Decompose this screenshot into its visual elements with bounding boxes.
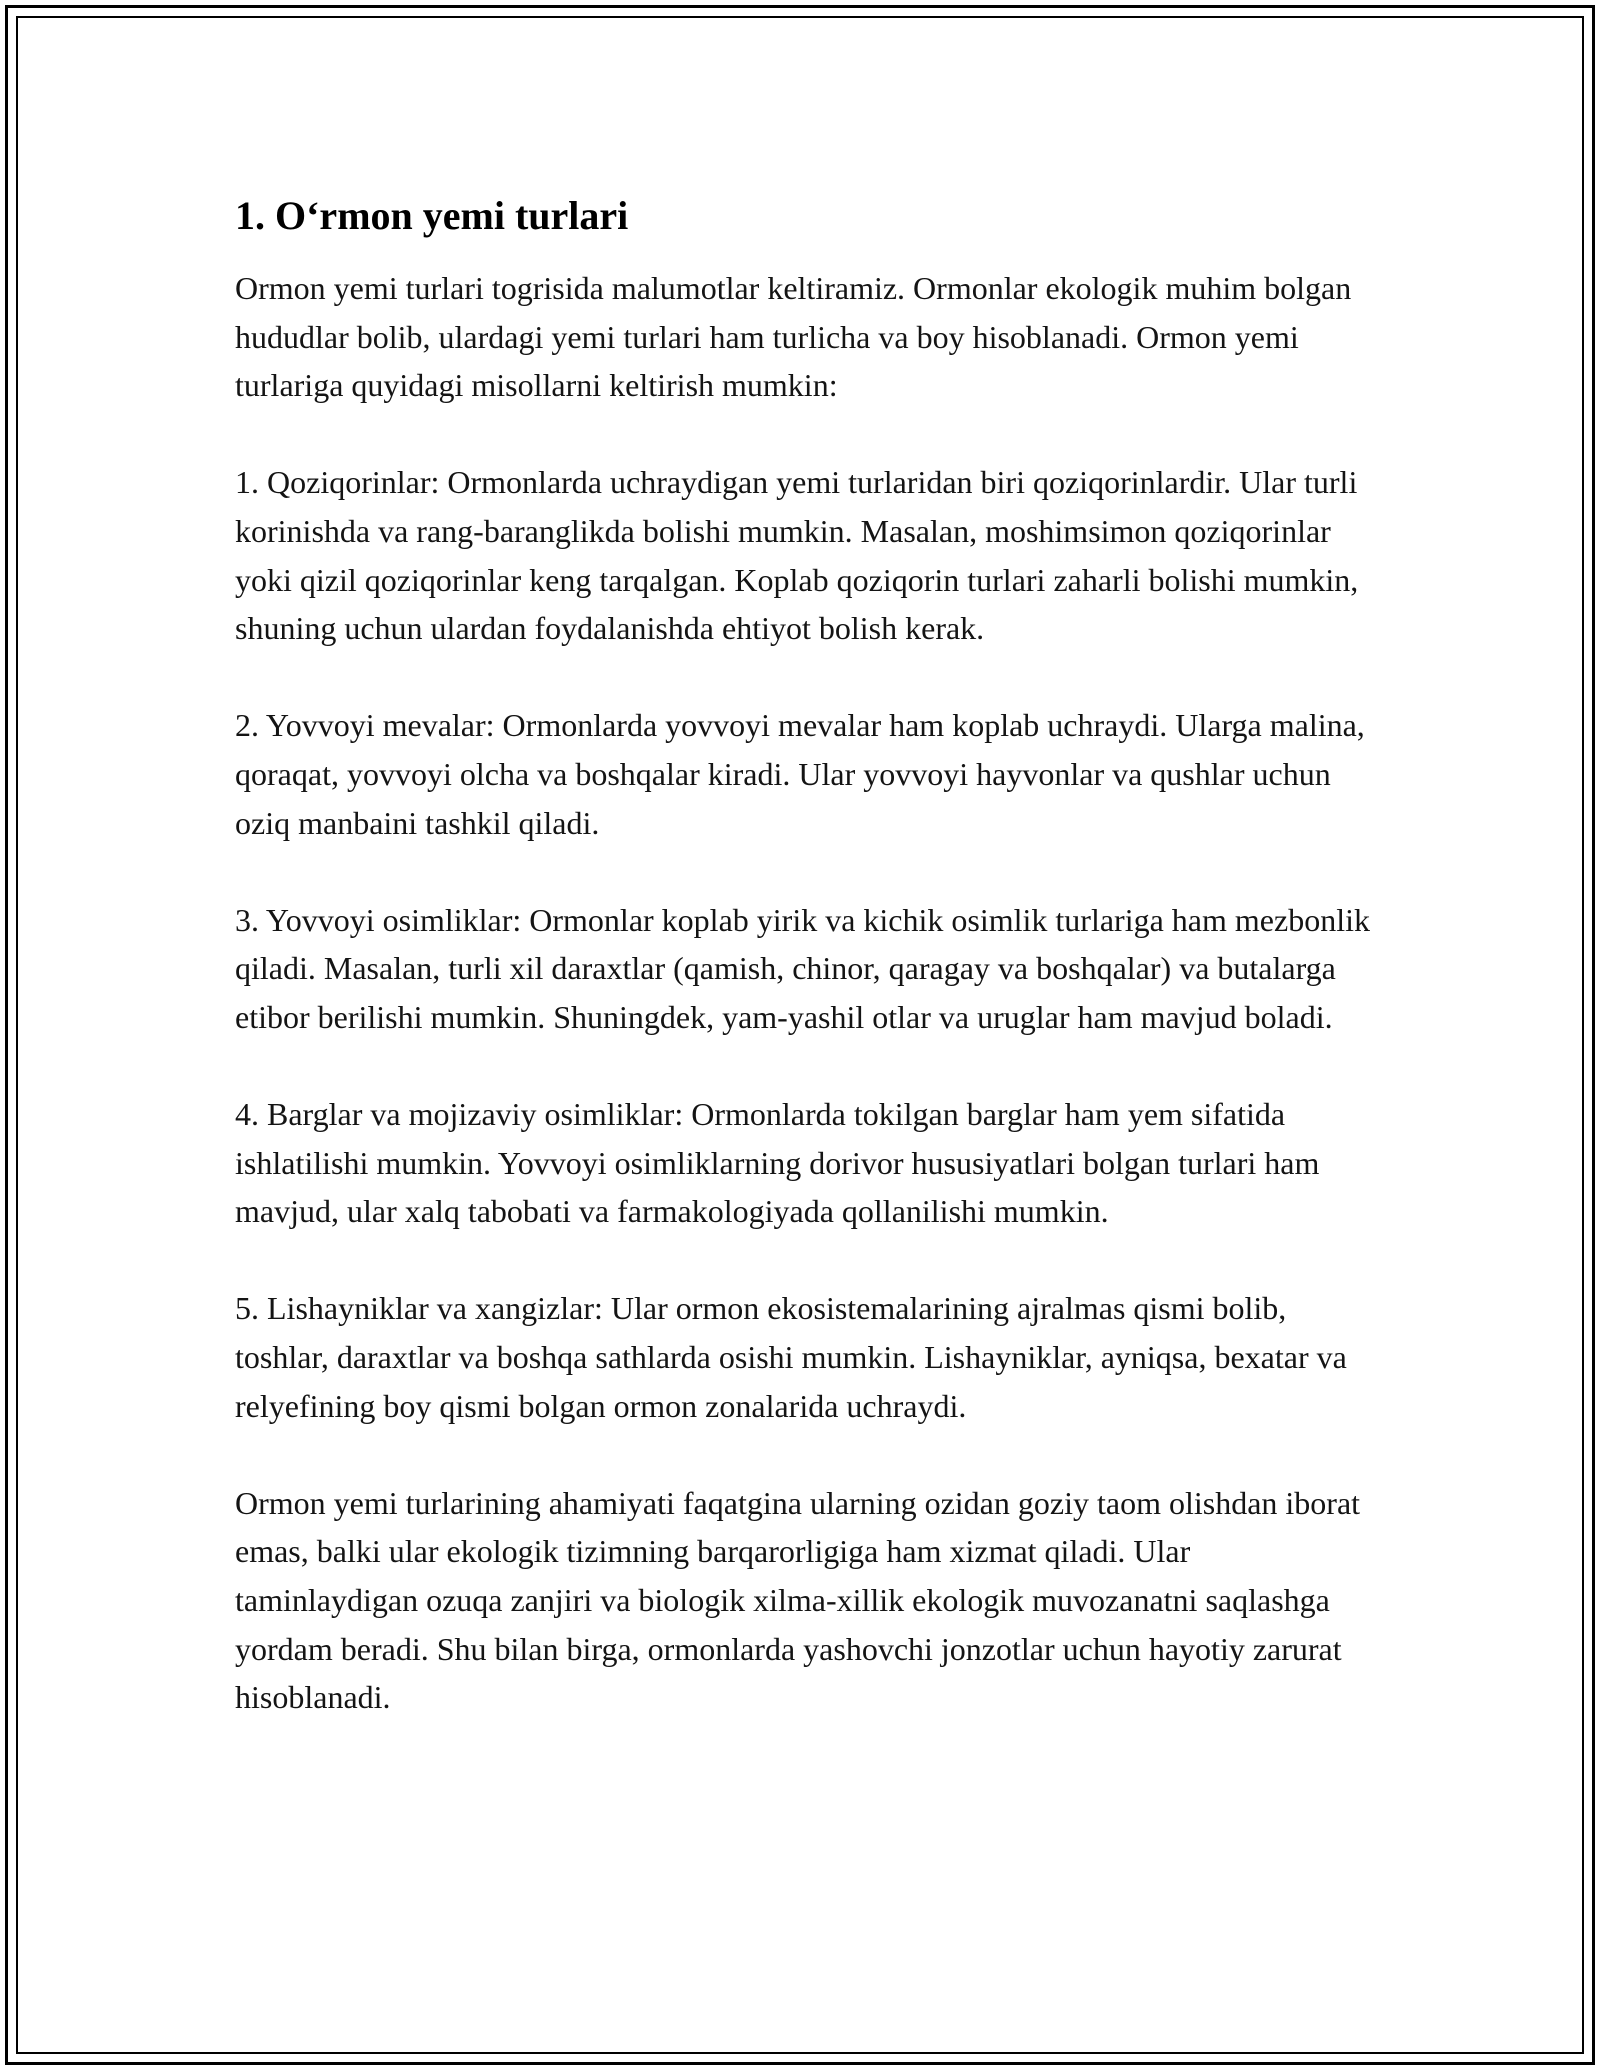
paragraph-item-1: 1. Qoziqorinlar: Ormonlarda uchraydigan yemi turlaridan biri qoziqorinlardir. Ular turli korinishda va rang-baranglikda bolishi mumkin. Masalan, moshimsimon qoziqorinlar yoki qizil qoziqorinlar keng tarqalgan. Koplab qoziqorin turlari zaharli bolishi mumkin, shuning uchun ulardan foydalanishda ehtiyot bolish kerak.	[235, 464, 1359, 647]
paragraph-item-2: 2. Yovvoyi mevalar: Ormonlarda yovvoyi mevalar ham koplab uchraydi. Ularga malina, qoraqat, yovvoyi olcha va boshqalar kiradi. Ular yovvoyi hayvonlar va qushlar uchun oziq manbaini tashkil qiladi.	[235, 707, 1365, 841]
paragraph-conclusion: Ormon yemi turlarining ahamiyati faqatgina ularning ozidan goziy taom olishdan iborat emas, balki ular ekologik tizimning barqarorligiga ham xizmat qiladi. Ular taminlaydigan ozuqa zanjiri va biologik xilma-xillik ekologik muvozanatni saqlashga yordam beradi. Shu bilan birga, ormonlarda yashovchi jonzotlar uchun hayotiy zarurat hisoblanadi.	[235, 1484, 1361, 1716]
section-heading: 1. O‘rmon yemi turlari	[235, 193, 629, 238]
paragraph-intro: Ormon yemi turlari togrisida malumotlar keltiramiz. Ormonlar ekologik muhim bolgan hududlar bolib, ulardagi yemi turlari ham turlicha va boy hisoblanadi. Ormon yemi turlariga quyidagi misollarni keltirish mumkin:	[235, 270, 1352, 404]
document-body	[235, 190, 1375, 1722]
paragraph-item-4: 4. Barglar va mojizaviy osimliklar: Ormonlarda tokilgan barglar ham yem sifatida ishlatilishi mumkin. Yovvoyi osimliklarning dorivor hususiyatlari bolgan turlari ham mavjud, ular xalq tabobati va farmakologiyada qollanilishi mumkin.	[235, 1096, 1320, 1230]
paragraph-item-5: 5. Lishayniklar va xangizlar: Ular ormon ekosistemalarining ajralmas qismi bolib, toshlar, daraxtlar va boshqa sathlarda osishi mumkin. Lishayniklar, ayniqsa, bexatar va relyefining boy qismi bolgan ormon zonalarida uchraydi.	[235, 1290, 1347, 1424]
paragraph-item-3: 3. Yovvoyi osimliklar: Ormonlar koplab yirik va kichik osimlik turlariga ham mezbonlik qiladi. Masalan, turli xil daraxtlar (qamish, chinor, qaragay va boshqalar) va butalarga etibor berilishi mumkin. Shuningdek, yam-yashil otlar va uruglar ham mavjud boladi.	[235, 901, 1370, 1035]
